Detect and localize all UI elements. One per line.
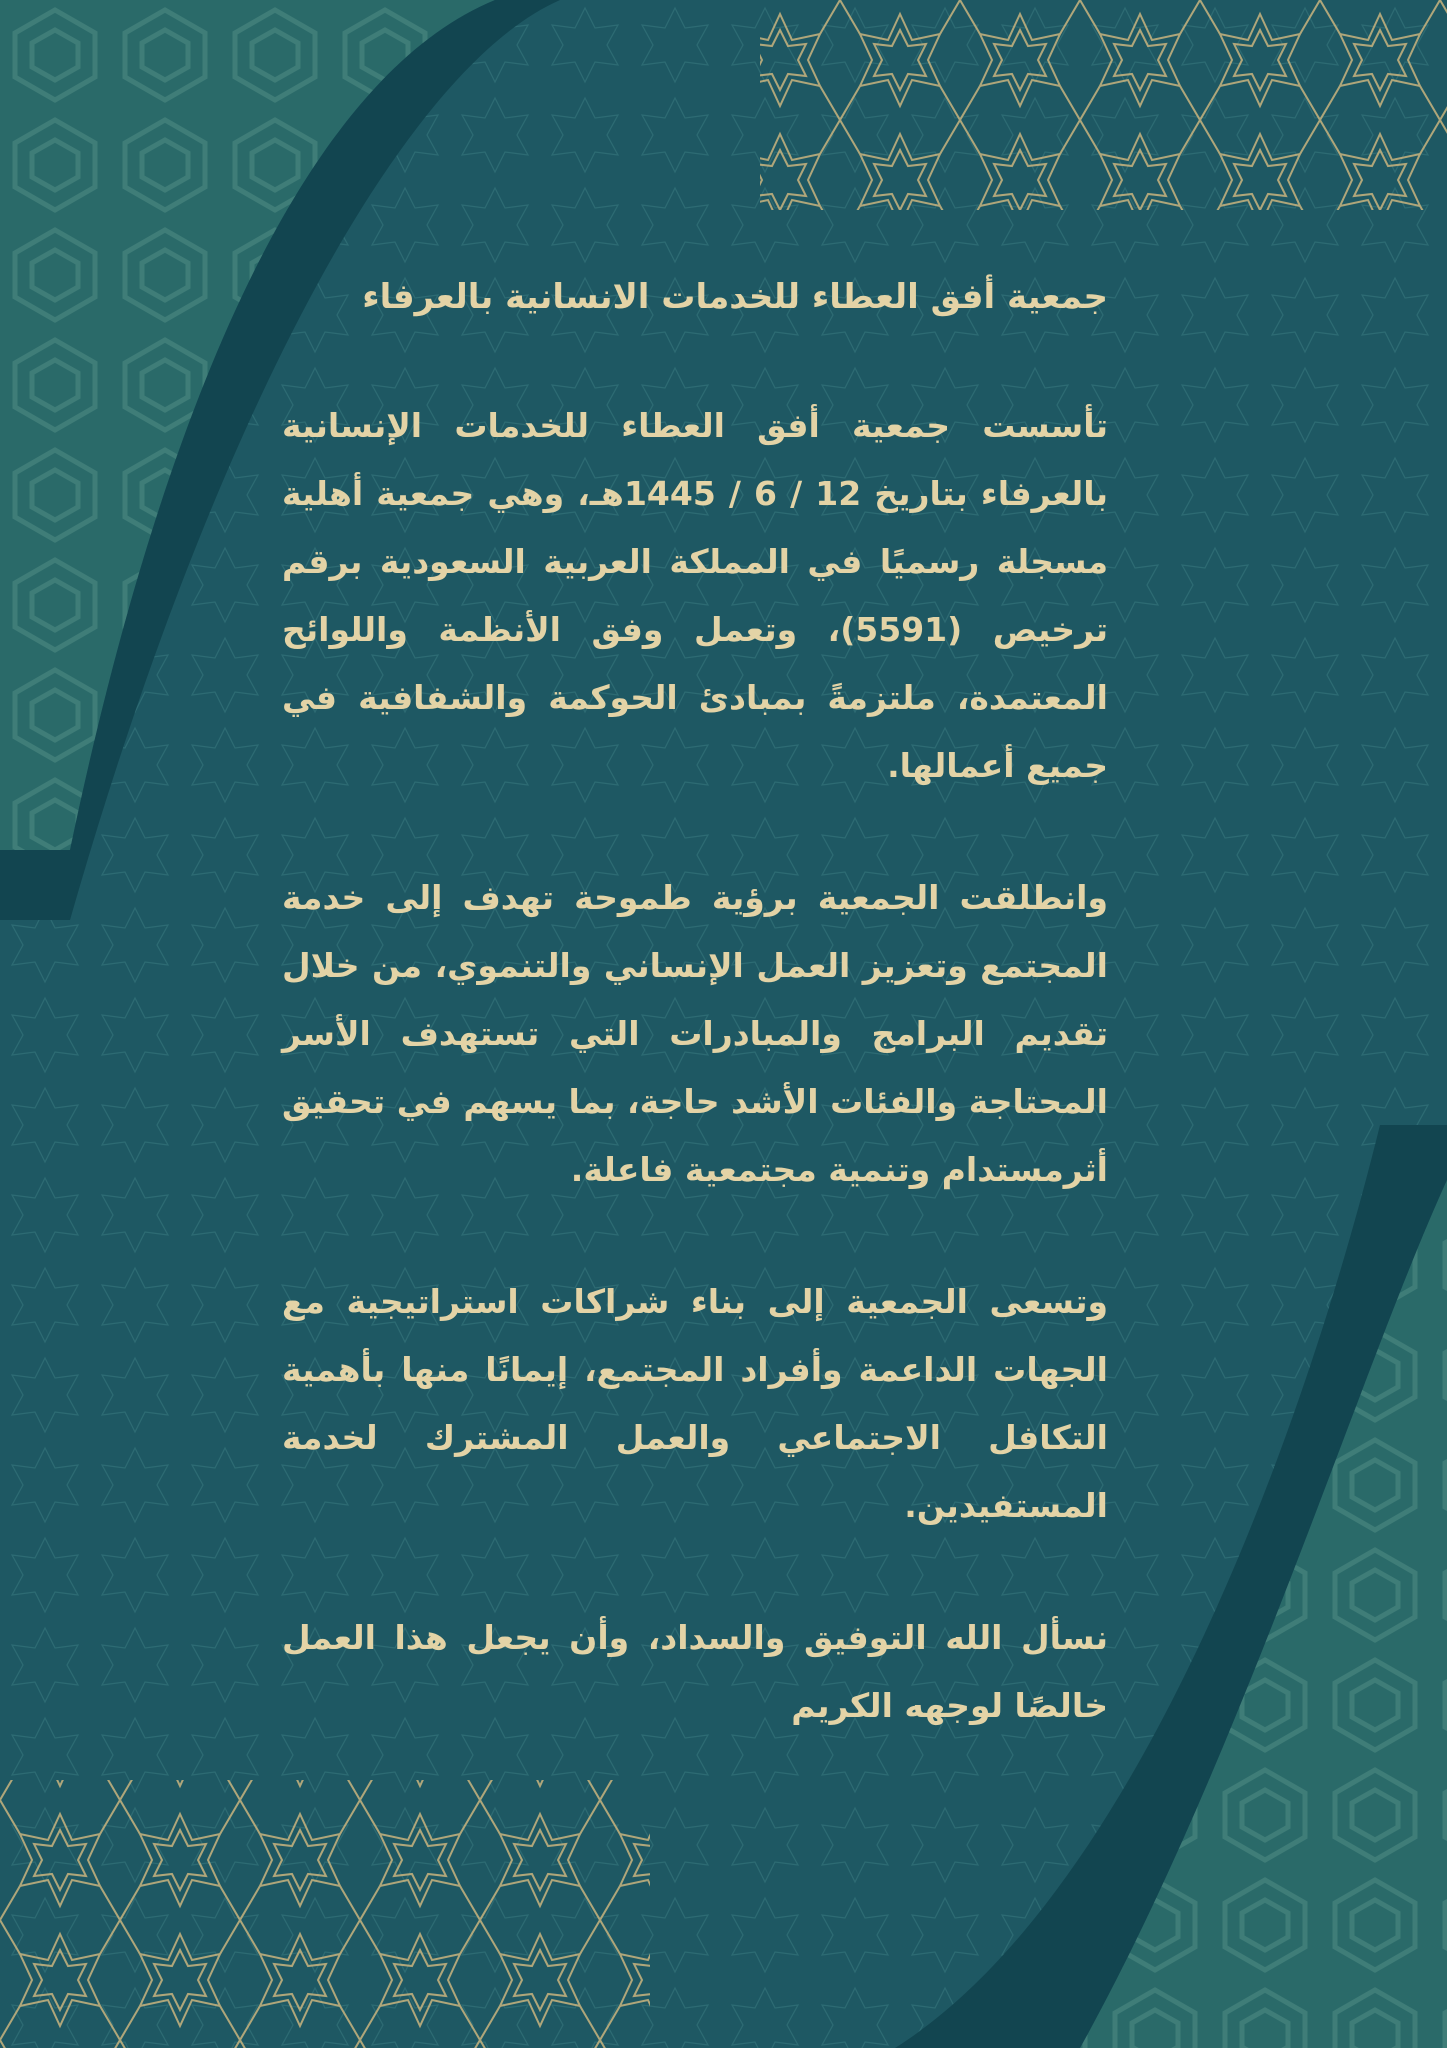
document-body bbox=[282, 262, 1108, 1804]
paragraph-closing: نسأل الله التوفيق والسداد، وأن يجعل هذا العمل خالصًا لوجهه الكريم bbox=[282, 1618, 1108, 1725]
paragraph-founding: تأسست جمعية أفق العطاء للخدمات الإنسانية بالعرفاء بتاريخ 12 / 6 / 1445هـ، وهي جمعية أهلية مسجلة رسميًا في المملكة العربية السعودية برقم ترخيص (5591)، وتعمل وفق الأنظمة واللوائح المعتمدة، ملتزمةً بمبادئ الحوكمة والشفافية في جميع أعمالها. bbox=[282, 406, 1109, 785]
paragraph-partnerships: وتسعى الجمعية إلى بناء شراكات استراتيجية مع الجهات الداعمة وأفراد المجتمع، إيمانًا منها بأهمية التكافل الاجتماعي والعمل المشترك لخدمة المستفيدين. bbox=[282, 1282, 1108, 1525]
document-title: جمعية أفق العطاء للخدمات الانسانية بالعرفاء bbox=[362, 277, 1108, 317]
paragraph-vision: وانطلقت الجمعية برؤية طموحة تهدف إلى خدمة المجتمع وتعزيز العمل الإنساني والتنموي، من خلال تقديم البرامج والمبادرات التي تستهدف الأسر المحتاجة والفئات الأشد حاجة، بما يسهم في تحقيق أثرمستدام وتنمية مجتمعية فاعلة. bbox=[282, 878, 1108, 1189]
